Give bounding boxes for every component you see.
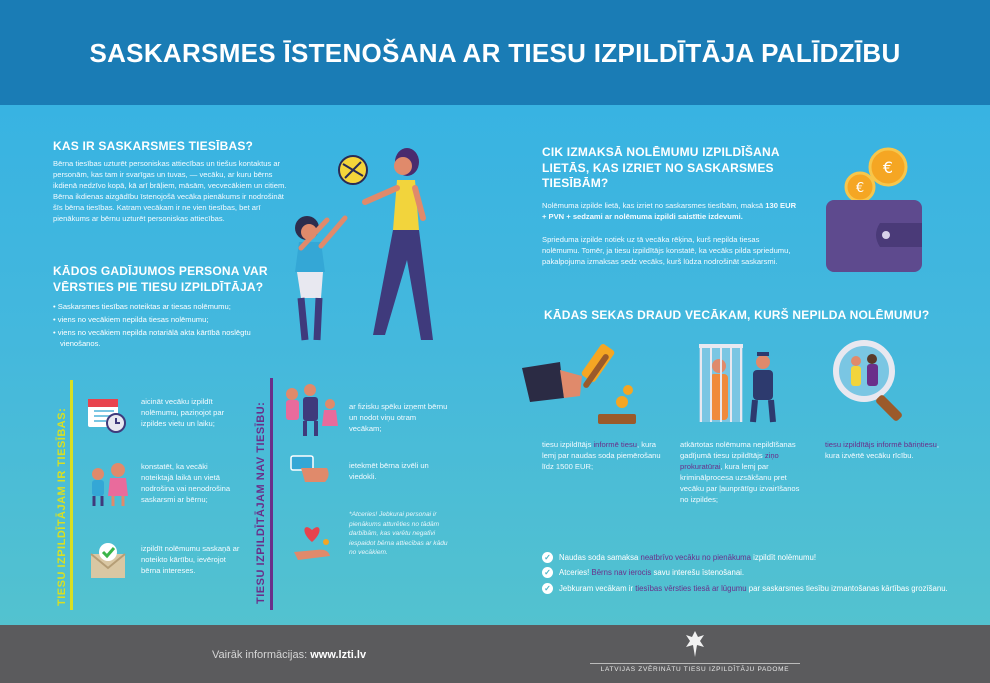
consequence-orphans-court-hl: tiesu izpildītājs informē bāriņtiesu <box>825 440 937 449</box>
check-icon: ✓ <box>542 583 553 594</box>
list-item: • Saskarsmes tiesības noteiktas ar tiesas nolēmumu; <box>53 302 231 311</box>
cost-text-a: Nolēmuma izpilde lietā, kas izriet no saskarsmes tiesībām, maksā <box>542 201 766 210</box>
footer-bar <box>0 625 990 683</box>
reminder-text-b: par saskarsmes tiesību izmantošanas kārtības grozīšanu. <box>746 583 948 593</box>
org-name: LATVIJAS ZVĒRINĀTU TIESU IZPILDĪTĀJU PADOME <box>590 663 800 673</box>
reminder-item <box>542 583 962 594</box>
envelope-check-icon <box>87 540 129 582</box>
children-icon <box>84 458 132 508</box>
can-item-invite: aicināt vecāku izpildīt nolēmumu, paziņojot par izpildes vietu un laiku; <box>141 397 225 428</box>
section-consequences-heading: KĀDAS SEKAS DRAUD VECĀKAM, KURŠ NEPILDA NOLĒMUMU? <box>544 308 930 322</box>
consequence-court-a: tiesu izpildītājs <box>542 440 594 449</box>
reminder-item <box>542 552 962 563</box>
reminder-text-hl: tiesības vērsties tiesā ar lūgumu <box>635 583 747 593</box>
consequence-prosecutor <box>680 439 805 505</box>
reminder-text-a: Atceries! <box>559 568 592 578</box>
consequence-prosecutor-b: , kura lemj par kriminālprocesa uzsākšanu pret vecāku par ļaunprātīgu izvairīšanos no izpildes; <box>680 462 800 504</box>
cannot-accent-bar <box>270 378 273 610</box>
section-cost-heading: CIK IZMAKSĀ NOLĒMUMU IZPILDĪŠANA LIETĀS, KAS IZRIET NO SASKARSMES TIESĪBĀM? <box>542 145 780 191</box>
cost-amount: 130 EUR + PVN + sedzami ar nolēmuma izpildi saistītie izdevumi. <box>542 201 797 221</box>
section-what-heading: KAS IR SASKARSMES TIESĪBAS? <box>53 139 254 153</box>
hand-card-icon <box>287 452 335 488</box>
can-label: TIESU IZPILDĪTĀJAM IR TIESĪBAS: <box>56 407 68 606</box>
reminders-list <box>542 552 962 598</box>
reminder-text-a: Jebkuram vecākam ir <box>559 583 636 593</box>
section-what-text: Bērna tiesības uzturēt personiskas attiecības un tiešus kontaktus ar personām, kas tam ir svarīgas un tuvas, — vecāku, ar kuru bērns ikdienā nedzīvo kopā, kā arī brāļiem, māsām, vecvecākiem un citiem. Bērna ikdienas aizgādību īstenojošā vecāka pienākums ir nodrošināt šīs bērna tiesības. Katram vecākam ir ne vien tiesības, bet arī pienākums ar bērnu uzturēt personiskas attiecības. <box>53 159 287 223</box>
org-logo-icon <box>684 629 706 659</box>
reminder-text-a: Naudas soda samaksa <box>559 553 641 562</box>
header-bar <box>0 0 990 105</box>
footer-info <box>212 649 366 661</box>
magnifier-icon <box>828 335 918 425</box>
section-cost-text1 <box>542 200 797 222</box>
mother-child-illustration <box>265 140 435 350</box>
cannot-label: TIESU IZPILDĪTĀJAM NAV TIESĪBU: <box>255 401 267 604</box>
consequence-prosecutor-a: atkārtotas nolēmuma nepildīšanas gadījumā tiesu izpildītājs <box>680 440 796 460</box>
section-when-heading: KĀDOS GADĪJUMOS PERSONA VAR VĒRSTIES PIE TIESU IZPILDĪTĀJA? <box>53 264 268 294</box>
can-accent-bar <box>70 380 73 610</box>
check-icon: ✓ <box>542 552 553 563</box>
reminder-text-b: izpildīt nolēmumu! <box>751 553 817 562</box>
svg-text:€: € <box>855 181 865 196</box>
calendar-icon <box>86 393 128 433</box>
consequence-orphans-court <box>825 439 950 461</box>
consequence-court <box>542 439 662 472</box>
reminder-item <box>542 567 962 578</box>
gavel-icon <box>520 340 640 430</box>
cannot-note: *Atceries! Jebkurai personai ir pienākums atturēties no tādām darbībām, kas varētu negatīvi iespaidot bērna attiecības ar kādu no vecākiem. <box>349 511 448 557</box>
footer-link[interactable]: www.lzti.lv <box>310 649 367 661</box>
reminder-text-b: savu interešu īstenošanai. <box>651 568 745 578</box>
heart-hand-icon <box>290 520 334 564</box>
svg-text:€: € <box>882 158 894 177</box>
page-title: SASKARSMES ĪSTENOŠANA AR TIESU IZPILDĪTĀJA PALĪDZĪBU <box>89 38 901 68</box>
check-icon: ✓ <box>542 567 553 578</box>
section-when-list <box>53 301 268 351</box>
prison-icon <box>695 340 785 425</box>
cannot-item-influence: ietekmēt bērna izvēli un viedokli. <box>349 461 429 481</box>
list-item: • viens no vecākiem nepilda tiesas nolēmumu; <box>53 315 209 324</box>
footer-info-label: Vairāk informācijas: <box>212 649 308 661</box>
consequence-orphans-court-b: , kura izvērtē vecāku rīcību. <box>825 440 939 460</box>
section-cost-text2: Sprieduma izpilde notiek uz tā vecāka rēķina, kurš nepilda tiesas nolēmumu. Tomēr, ja tiesu izpildītājs konstatē, ka vecāks pilda spriedumu, pakalpojuma izmaksas sedz vecāks, kurš lūdza nodrošināt saskarsmi. <box>542 235 791 266</box>
family-force-icon <box>280 380 344 438</box>
list-item: • viens no vecākiem nepilda notariālā akta kārtībā noslēgtu vienošanos. <box>53 328 251 348</box>
can-item-execute: izpildīt nolēmumu saskaņā ar noteikto kārtību, ievērojot bērna intereses. <box>141 544 240 575</box>
reminder-text-hl: neatbrīvo vecāku no pienākuma <box>640 553 752 562</box>
consequence-court-b: , kura lemj par naudas soda piemērošanu līdz 1500 EUR; <box>542 440 661 471</box>
wallet-icon <box>820 145 930 280</box>
can-item-confirm: konstatēt, ka vecāki noteiktajā laikā un vietā nodrošina vai nenodrošina saskarsmi ar bērnu; <box>141 462 231 504</box>
consequence-prosecutor-hl: ziņo prokuratūrai <box>680 451 779 471</box>
reminder-text-hl: Bērns nav ierocis <box>591 568 652 578</box>
consequence-court-hl: informē tiesu <box>593 440 637 449</box>
cannot-item-force: ar fizisku spēku izņemt bērnu un nodot viņu otram vecākam; <box>349 402 448 433</box>
